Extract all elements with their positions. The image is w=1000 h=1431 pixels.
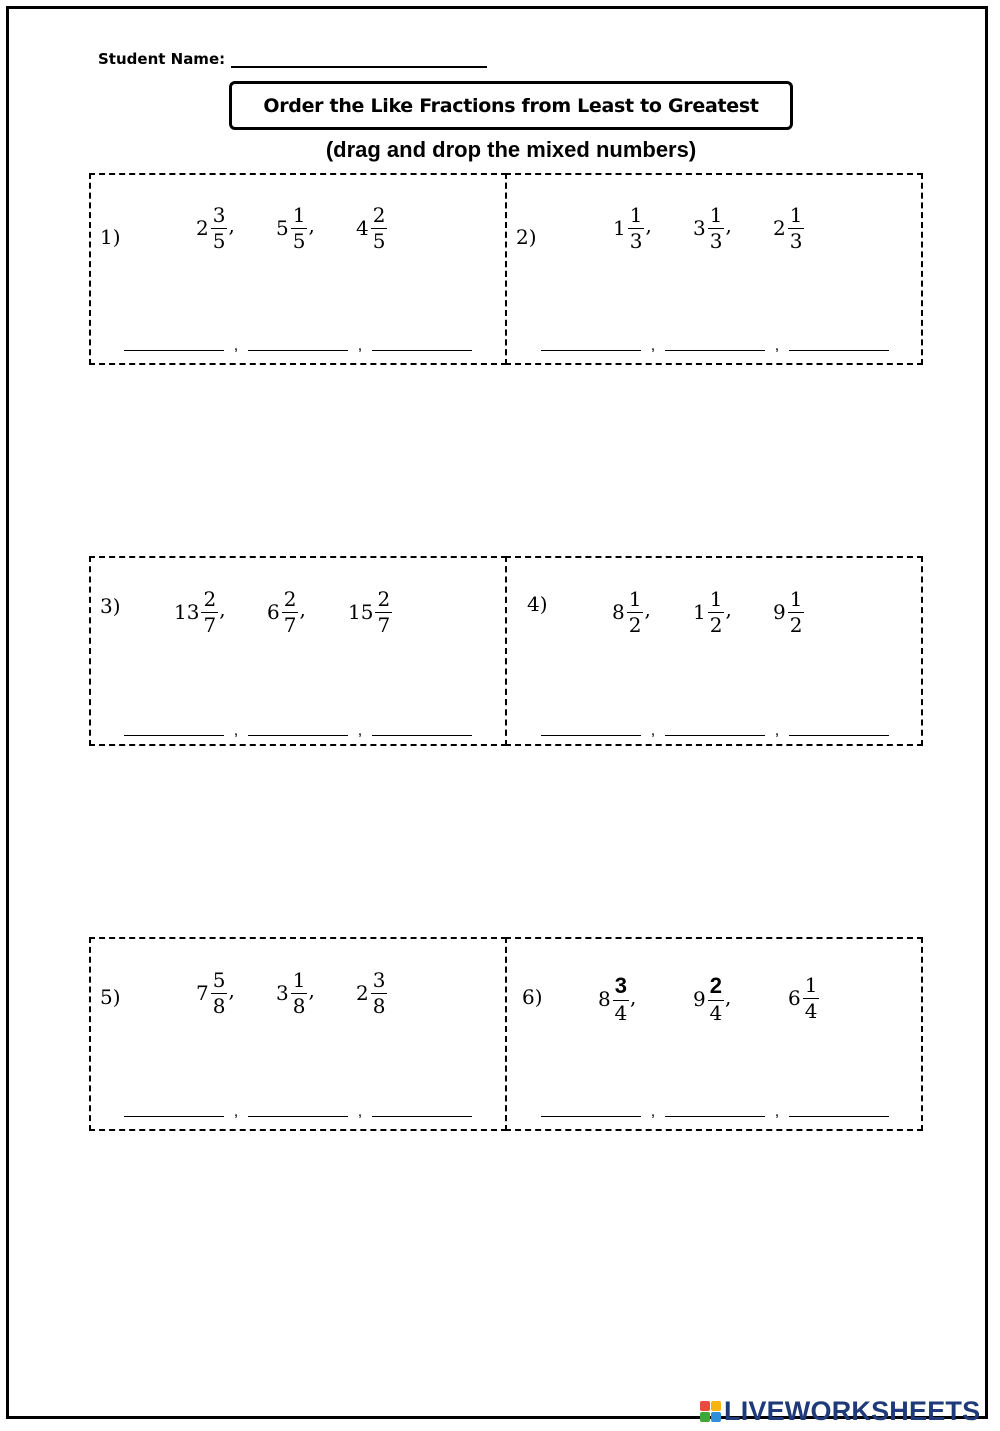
liveworksheets-logo: [700, 1396, 980, 1427]
answer-separator: ,: [774, 337, 780, 354]
numerator: 1: [709, 203, 723, 227]
whole-part: 13: [174, 600, 200, 624]
mixed-number[interactable]: [612, 589, 651, 635]
fraction: [613, 975, 629, 1023]
answer-separator: ,: [774, 722, 780, 739]
whole-part: 3: [276, 981, 289, 1005]
denominator: 4: [709, 1001, 723, 1025]
fraction: [788, 589, 805, 635]
answer-separator: ,: [233, 1103, 239, 1120]
whole-part: 5: [276, 216, 289, 240]
comma: ,: [219, 597, 226, 621]
numerator: 1: [292, 968, 306, 992]
mixed-number[interactable]: [174, 589, 226, 635]
denominator: 3: [789, 229, 803, 253]
numerator: 3: [372, 968, 386, 992]
denominator: 4: [614, 1001, 628, 1025]
fraction: [627, 589, 644, 635]
numerator: 3: [212, 203, 226, 227]
problem-box: [89, 556, 507, 746]
answer-blank[interactable]: [665, 340, 765, 351]
fraction: [371, 205, 388, 251]
comma: ,: [645, 213, 652, 237]
answer-row: [124, 1103, 472, 1120]
denominator: 5: [372, 229, 386, 253]
answer-blank[interactable]: [248, 1106, 348, 1117]
answer-blank[interactable]: [372, 340, 472, 351]
answer-blank[interactable]: [372, 1106, 472, 1117]
answer-separator: ,: [774, 1103, 780, 1120]
problem-box: [505, 937, 923, 1131]
denominator: 3: [629, 229, 643, 253]
numerator: 1: [709, 587, 723, 611]
whole-part: 2: [356, 981, 369, 1005]
answer-row: [541, 722, 889, 739]
denominator: 3: [709, 229, 723, 253]
comma: ,: [644, 597, 651, 621]
fraction: [803, 975, 820, 1021]
mixed-number[interactable]: [348, 589, 392, 635]
numerator: 2: [708, 975, 724, 1001]
title-box: [229, 81, 793, 130]
logo-icon: [700, 1401, 721, 1422]
fraction: [211, 205, 228, 251]
mixed-number[interactable]: [276, 205, 315, 251]
mixed-number[interactable]: [356, 970, 387, 1016]
problem-number: 3): [100, 594, 121, 618]
fraction: [291, 970, 308, 1016]
numerator: 2: [377, 587, 391, 611]
numerator: 1: [629, 203, 643, 227]
numerator: 2: [283, 587, 297, 611]
fraction: [628, 205, 645, 251]
numerator: 2: [203, 587, 217, 611]
numerator: 1: [292, 203, 306, 227]
denominator: 8: [292, 994, 306, 1018]
logo-square-blue: [711, 1412, 721, 1422]
mixed-number[interactable]: [693, 975, 731, 1023]
mixed-number[interactable]: [788, 975, 819, 1021]
answer-blank[interactable]: [124, 725, 224, 736]
numerator: 1: [804, 973, 818, 997]
problem-number: 2): [516, 225, 537, 249]
mixed-number[interactable]: [356, 205, 387, 251]
comma: ,: [299, 597, 306, 621]
logo-square-yellow: [711, 1401, 721, 1411]
answer-separator: ,: [357, 1103, 363, 1120]
problem-number: 6): [522, 985, 543, 1009]
answer-blank[interactable]: [789, 1106, 889, 1117]
answer-blank[interactable]: [541, 1106, 641, 1117]
answer-row: [541, 1103, 889, 1120]
answer-separator: ,: [650, 722, 656, 739]
problem-number: 1): [100, 225, 121, 249]
whole-part: 2: [196, 216, 209, 240]
logo-text: LIVEWORKSHEETS: [724, 1396, 981, 1426]
denominator: 5: [292, 229, 306, 253]
answer-separator: ,: [650, 1103, 656, 1120]
problem-box: [89, 173, 507, 365]
answer-separator: ,: [233, 337, 239, 354]
fraction: [201, 589, 218, 635]
fraction: [708, 589, 725, 635]
mixed-number[interactable]: [613, 205, 652, 251]
whole-part: 2: [773, 216, 786, 240]
answer-blank[interactable]: [789, 725, 889, 736]
student-name-label: Student Name:: [98, 50, 226, 68]
fraction: [708, 975, 724, 1023]
fraction: [211, 970, 228, 1016]
mixed-number[interactable]: [773, 589, 804, 635]
comma: ,: [725, 597, 732, 621]
comma: ,: [308, 213, 315, 237]
denominator: 2: [789, 613, 803, 637]
denominator: 8: [372, 994, 386, 1018]
instructions: (drag and drop the mixed numbers): [325, 137, 697, 162]
answer-blank[interactable]: [124, 340, 224, 351]
answer-separator: ,: [357, 337, 363, 354]
problem-number: 4): [527, 592, 548, 616]
answer-separator: ,: [357, 722, 363, 739]
problem-box: [505, 173, 923, 365]
whole-part: 8: [612, 600, 625, 624]
numerator: 1: [789, 203, 803, 227]
problem-box: [89, 937, 507, 1131]
denominator: 2: [628, 613, 642, 637]
whole-part: 9: [773, 600, 786, 624]
whole-part: 1: [613, 216, 626, 240]
mixed-number[interactable]: [196, 970, 235, 1016]
denominator: 8: [212, 994, 226, 1018]
mixed-number[interactable]: [598, 975, 636, 1023]
mixed-number[interactable]: [693, 589, 732, 635]
mixed-number[interactable]: [196, 205, 235, 251]
fraction: [375, 589, 392, 635]
answer-row: [541, 337, 889, 354]
mixed-number[interactable]: [773, 205, 804, 251]
answer-row: [124, 337, 472, 354]
answer-row: [124, 722, 472, 739]
logo-square-green: [700, 1412, 710, 1422]
mixed-number[interactable]: [276, 970, 315, 1016]
answer-separator: ,: [650, 337, 656, 354]
answer-blank[interactable]: [124, 1106, 224, 1117]
denominator: 2: [709, 613, 723, 637]
answer-blank[interactable]: [248, 725, 348, 736]
comma: ,: [725, 213, 732, 237]
whole-part: 9: [693, 987, 706, 1011]
fraction: [788, 205, 805, 251]
student-name-field: [98, 50, 487, 68]
answer-separator: ,: [233, 722, 239, 739]
fraction: [371, 970, 388, 1016]
answer-blank[interactable]: [665, 1106, 765, 1117]
whole-part: 15: [348, 600, 374, 624]
numerator: 3: [613, 975, 629, 1001]
mixed-number[interactable]: [693, 205, 732, 251]
fraction: [282, 589, 299, 635]
denominator: 7: [203, 613, 217, 637]
denominator: 4: [804, 999, 818, 1023]
comma: ,: [629, 985, 637, 1009]
denominator: 5: [212, 229, 226, 253]
problem-number: 5): [100, 985, 121, 1009]
numerator: 1: [628, 587, 642, 611]
whole-part: 4: [356, 216, 369, 240]
whole-part: 3: [693, 216, 706, 240]
whole-part: 7: [196, 981, 209, 1005]
numerator: 2: [372, 203, 386, 227]
comma: ,: [228, 978, 235, 1002]
whole-part: 1: [693, 600, 706, 624]
comma: ,: [724, 985, 732, 1009]
fraction: [708, 205, 725, 251]
problem-box: [505, 556, 923, 746]
student-name-line[interactable]: [231, 50, 487, 68]
comma: ,: [228, 213, 235, 237]
whole-part: 6: [267, 600, 280, 624]
answer-blank[interactable]: [248, 340, 348, 351]
page-title: Order the Like Fractions from Least to Greatest: [263, 94, 759, 117]
denominator: 7: [283, 613, 297, 637]
logo-square-red: [700, 1401, 710, 1411]
comma: ,: [308, 978, 315, 1002]
mixed-number[interactable]: [267, 589, 306, 635]
numerator: 1: [789, 587, 803, 611]
denominator: 7: [377, 613, 391, 637]
numerator: 5: [212, 968, 226, 992]
answer-blank[interactable]: [541, 340, 641, 351]
answer-blank[interactable]: [372, 725, 472, 736]
answer-blank[interactable]: [789, 340, 889, 351]
whole-part: 6: [788, 986, 801, 1010]
answer-blank[interactable]: [541, 725, 641, 736]
fraction: [291, 205, 308, 251]
whole-part: 8: [598, 987, 611, 1011]
answer-blank[interactable]: [665, 725, 765, 736]
